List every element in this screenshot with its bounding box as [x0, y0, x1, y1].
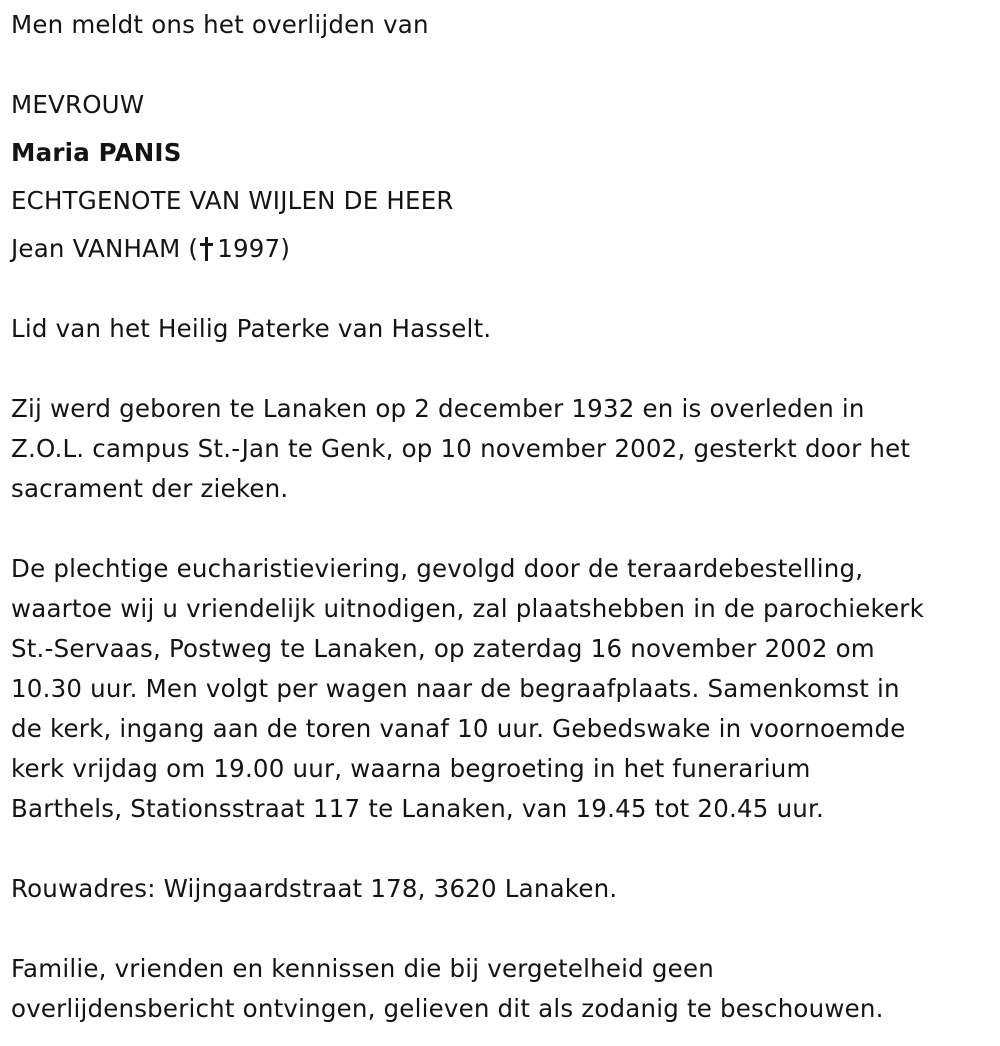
ceremony-line: De plechtige eucharistieviering, gevolgd door de teraardebestelling,: [11, 554, 864, 583]
ceremony-line: St.-Servaas, Postweg te Lanaken, op zaterdag 16 november 2002 om: [11, 634, 875, 663]
cross-icon: [200, 237, 213, 261]
ceremony-line: kerk vrijdag om 19.00 uur, waarna begroeting in het funerarium: [11, 754, 811, 783]
ceremony-line: 10.30 uur. Men volgt per wagen naar de begraafplaats. Samenkomst in: [11, 674, 900, 703]
birth-death-line: sacrament der zieken.: [11, 474, 289, 503]
spouse-death-year: 1997): [217, 234, 291, 263]
closing-line: overlijdensbericht ontvingen, gelieven dit als zodanig te beschouwen.: [11, 994, 884, 1023]
intro-text: Men meldt ons het overlijden van: [11, 10, 429, 39]
membership-text: Lid van het Heilig Paterke van Hasselt.: [11, 314, 492, 343]
spouse-label: ECHTGENOTE VAN WIJLEN DE HEER: [11, 186, 454, 215]
spouse-line: [11, 229, 290, 269]
ceremony-line: de kerk, ingang aan de toren vanaf 10 uur. Gebedswake in voornoemde: [11, 714, 906, 743]
ceremony-line: Barthels, Stationsstraat 117 te Lanaken, van 19.45 tot 20.45 uur.: [11, 794, 825, 823]
birth-death-line: Zij werd geboren te Lanaken op 2 december 1932 en is overleden in: [11, 394, 865, 423]
address-text: Rouwadres: Wijngaardstraat 178, 3620 Lanaken.: [11, 874, 618, 903]
title-text: MEVROUW: [11, 90, 145, 119]
birth-death-line: Z.O.L. campus St.-Jan te Genk, op 10 november 2002, gesterkt door het: [11, 434, 911, 463]
deceased-name: Maria PANIS: [11, 138, 182, 167]
ceremony-line: waartoe wij u vriendelijk uitnodigen, zal plaatshebben in de parochiekerk: [11, 594, 924, 623]
closing-line: Familie, vrienden en kennissen die bij vergetelheid geen: [11, 954, 714, 983]
spouse-name: Jean VANHAM (: [11, 234, 199, 263]
